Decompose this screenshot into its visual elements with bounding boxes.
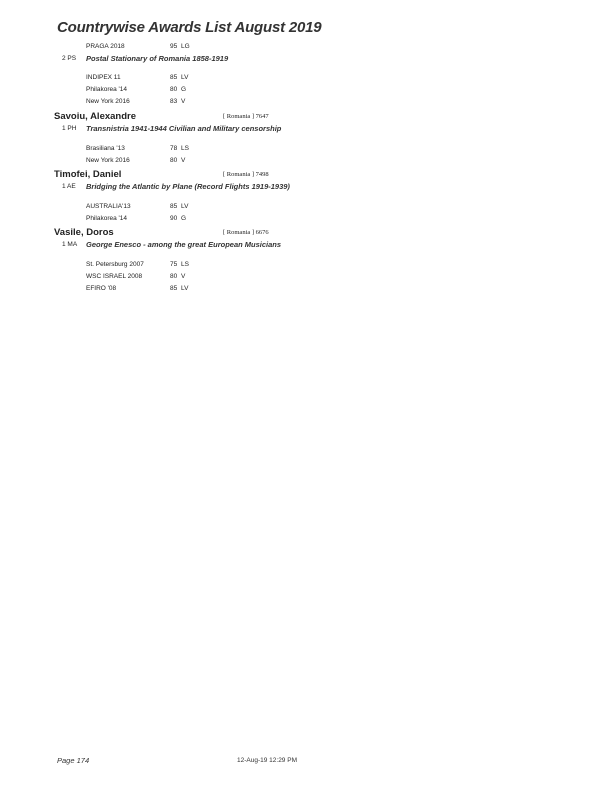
exhibit-title: George Enesco - among the great European Musicians bbox=[86, 240, 282, 249]
exhibitor-country-id: [ Romania ] 6676 bbox=[223, 229, 269, 236]
award-medal: LV bbox=[181, 203, 189, 210]
award-points: 85 bbox=[170, 285, 178, 292]
exhibit-title: Postal Stationary of Romania 1858-1919 bbox=[86, 54, 229, 63]
award-medal: LS bbox=[181, 261, 189, 268]
exhibition-name: New York 2016 bbox=[86, 157, 130, 164]
exhibition-name: New York 2016 bbox=[86, 98, 130, 105]
award-points: 83 bbox=[170, 98, 178, 105]
award-medal: LS bbox=[181, 145, 189, 152]
award-medal: LV bbox=[181, 285, 189, 292]
print-timestamp: 12-Aug-19 12:29 PM bbox=[237, 757, 297, 764]
exhibitor-row bbox=[0, 110, 612, 124]
award-points: 80 bbox=[170, 157, 178, 164]
exhibition-award-row bbox=[0, 41, 612, 53]
award-medal: V bbox=[181, 98, 186, 105]
exhibit-title: Bridging the Atlantic by Plane (Record Flights 1919-1939) bbox=[86, 182, 290, 191]
exhibition-name: Brasiliana '13 bbox=[86, 145, 125, 152]
exhibition-name: PRAGA 2018 bbox=[86, 43, 125, 50]
award-medal: G bbox=[181, 215, 187, 222]
exhibition-name: Philakorea '14 bbox=[86, 215, 127, 222]
exhibition-award-row bbox=[0, 283, 612, 295]
exhibit-entry-row bbox=[0, 123, 612, 135]
exhibit-entry-row bbox=[0, 181, 612, 193]
page-title: Countrywise Awards List August 2019 bbox=[57, 19, 322, 36]
award-medal: V bbox=[181, 273, 186, 280]
exhibit-title: Transnistria 1941-1944 Civilian and Military censorship bbox=[86, 124, 282, 133]
award-points: 80 bbox=[170, 86, 178, 93]
exhibition-award-row bbox=[0, 213, 612, 225]
exhibitor-name: Savoiu, Alexandre bbox=[54, 111, 137, 122]
exhibition-award-row bbox=[0, 143, 612, 155]
award-medal: LG bbox=[181, 43, 190, 50]
exhibition-award-row bbox=[0, 259, 612, 271]
exhibition-award-row bbox=[0, 84, 612, 96]
award-points: 85 bbox=[170, 74, 178, 81]
exhibit-entry-row bbox=[0, 53, 612, 65]
page-number: Page 174 bbox=[57, 756, 90, 765]
exhibition-award-row bbox=[0, 155, 612, 167]
exhibitor-row bbox=[0, 168, 612, 182]
entry-class-code: 1 AE bbox=[62, 183, 76, 190]
award-points: 80 bbox=[170, 273, 178, 280]
exhibitor-country-id: [ Romania ] 7647 bbox=[223, 113, 269, 120]
exhibitor-row bbox=[0, 226, 612, 240]
entry-class-code: 1 PH bbox=[62, 125, 77, 132]
award-points: 78 bbox=[170, 145, 178, 152]
exhibitor-name: Vasile, Doros bbox=[54, 227, 114, 238]
exhibition-award-row bbox=[0, 201, 612, 213]
exhibitor-name: Timofei, Daniel bbox=[54, 169, 122, 180]
entry-class-code: 2 PS bbox=[62, 55, 77, 62]
exhibit-entry-row bbox=[0, 239, 612, 251]
award-medal: V bbox=[181, 157, 186, 164]
entry-class-code: 1 MA bbox=[62, 241, 78, 248]
exhibition-name: WSC ISRAEL 2008 bbox=[86, 273, 143, 280]
exhibitor-country-id: [ Romania ] 7498 bbox=[223, 171, 269, 178]
exhibition-award-row bbox=[0, 72, 612, 84]
award-points: 95 bbox=[170, 43, 178, 50]
award-points: 85 bbox=[170, 203, 178, 210]
exhibition-name: INDIPEX 11 bbox=[86, 74, 121, 81]
exhibition-award-row bbox=[0, 96, 612, 108]
award-points: 90 bbox=[170, 215, 178, 222]
exhibition-name: AUSTRALIA'13 bbox=[86, 203, 131, 210]
exhibition-name: EFIRO '08 bbox=[86, 285, 117, 292]
exhibition-name: Philakorea '14 bbox=[86, 86, 127, 93]
award-medal: G bbox=[181, 86, 187, 93]
exhibition-award-row bbox=[0, 271, 612, 283]
award-points: 75 bbox=[170, 261, 178, 268]
exhibition-name: St. Petersburg 2007 bbox=[86, 261, 144, 268]
award-medal: LV bbox=[181, 74, 189, 81]
